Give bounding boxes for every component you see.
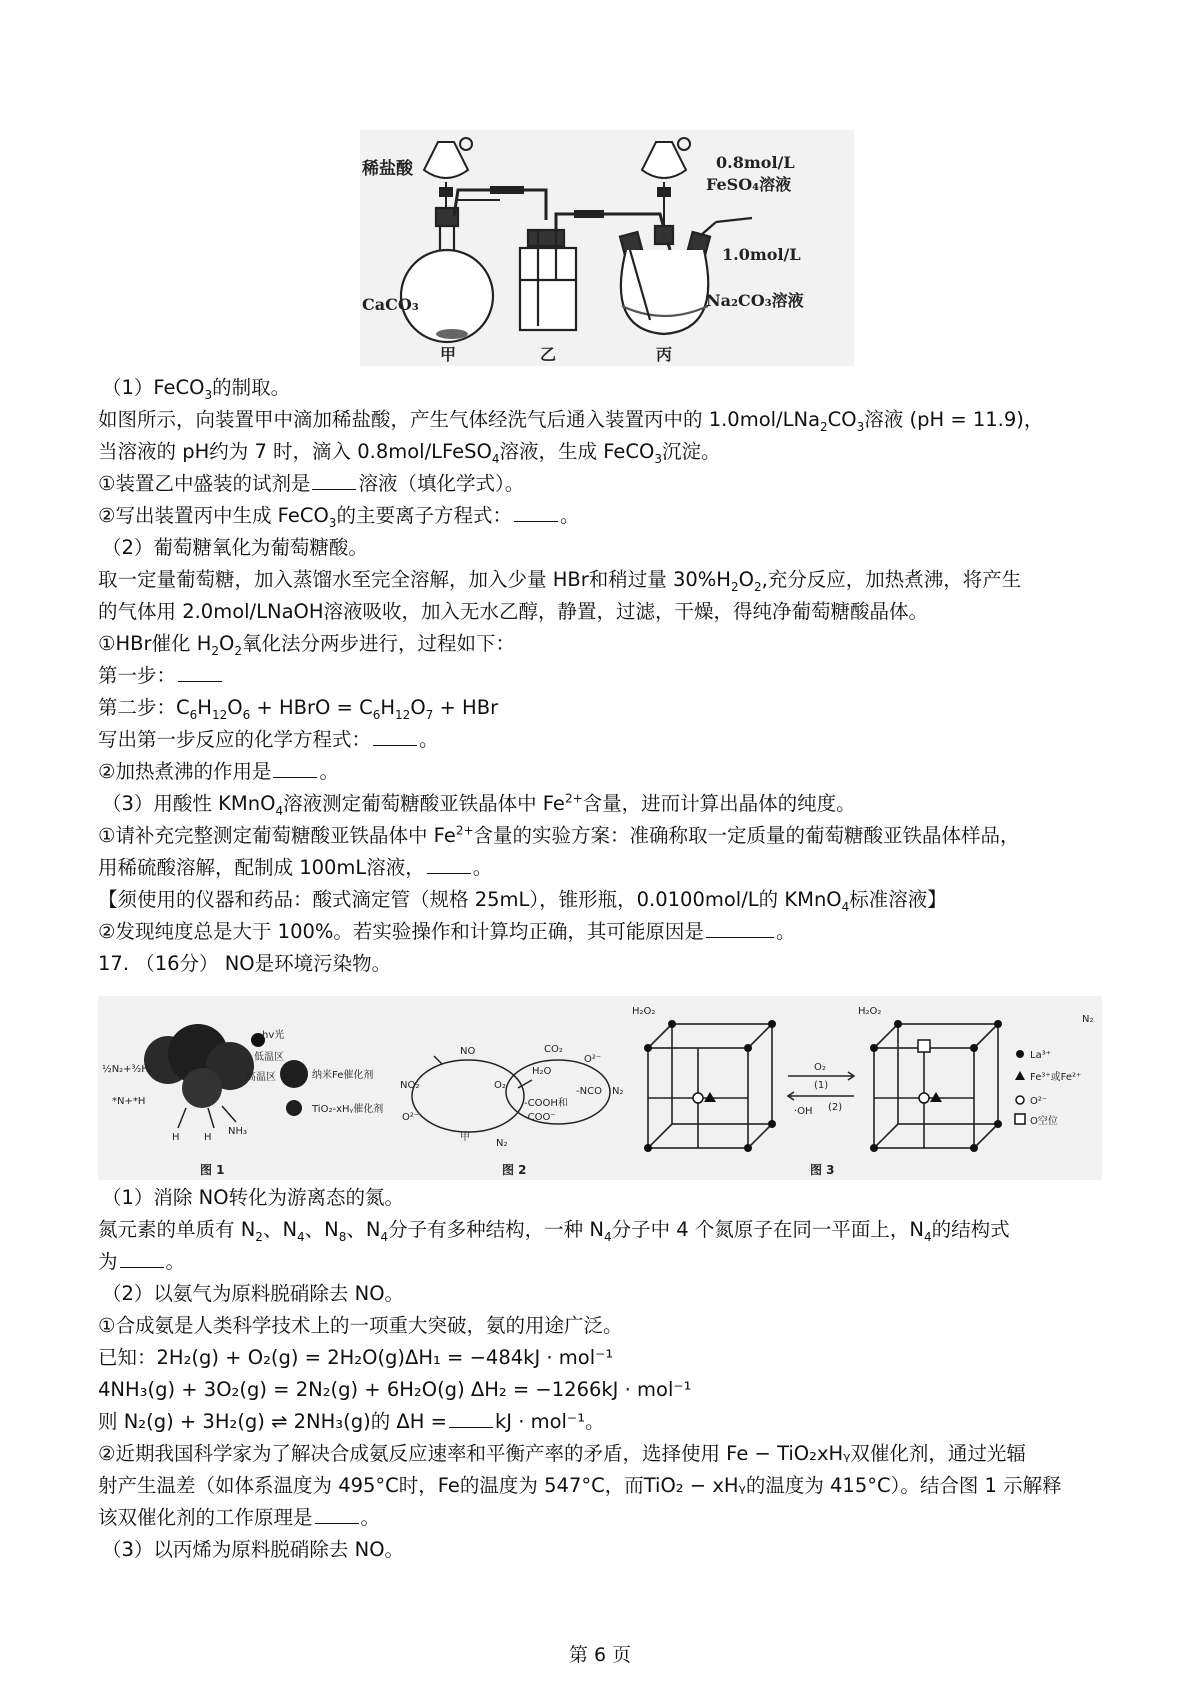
answer-blank[interactable] bbox=[373, 727, 417, 746]
q16-p2-line1: 取一定量葡萄糖，加入蒸馏水至完全溶解，加入少量 HBr和稍过量 $30\%H_2O_2$,充分反应，加热煮沸，将产生 bbox=[98, 568, 1022, 594]
fig3-n2: N₂ bbox=[1082, 1014, 1094, 1025]
fig2-h2o: H₂O bbox=[532, 1066, 552, 1077]
q16-p1-q1: ①装置乙中盛装的试剂是 溶液（填化学式）。 bbox=[98, 472, 525, 495]
fig1-nh3: NH₃ bbox=[228, 1126, 248, 1137]
q16-p2-step2: 第二步：$C_6H_{12}O_6$ + HBrO = $C_6H_{12}O_7$ + HBr bbox=[98, 696, 499, 722]
label-jia: 甲 bbox=[440, 345, 457, 364]
fig2-nco: -NCO bbox=[576, 1086, 602, 1097]
figure-2 bbox=[398, 996, 628, 1180]
answer-blank[interactable] bbox=[315, 1505, 359, 1524]
q17-p1-line1: 氮元素的单质有 $N_2$、$N_4$、$N_8$、$N_4$分子有多种结构，一种 $N_4$分子中 4 个氮原子在同一平面上，$N_4$的结构式 bbox=[98, 1218, 1010, 1244]
q16-p2-step1: 第一步： bbox=[98, 660, 1108, 692]
answer-blank[interactable] bbox=[514, 503, 558, 522]
flask-jia-icon bbox=[401, 208, 493, 342]
catalyst-cluster-icon bbox=[144, 1024, 265, 1108]
fig1-hv: hv光 bbox=[262, 1030, 285, 1041]
legend-la-icon bbox=[1016, 1050, 1024, 1058]
legend-vacancy-icon bbox=[1015, 1114, 1025, 1124]
figure-1 bbox=[98, 996, 398, 1180]
answer-blank[interactable] bbox=[427, 855, 471, 874]
fig1-caption: 图 1 bbox=[200, 1163, 225, 1177]
label-caco3: CaCO₃ bbox=[362, 295, 419, 314]
label-feso4-conc: 0.8mol/L bbox=[716, 153, 795, 172]
q17-p2-line4: 该双催化剂的工作原理是 。 bbox=[98, 1506, 381, 1529]
q17-title: 17. （16分） NO是环境污染物。 bbox=[98, 952, 392, 975]
fig2-coo: -COO⁻ bbox=[524, 1112, 556, 1123]
q17-p2-eq2: 4NH₃(g) + 3O₂(g) = 2N₂(g) + 6H₂O(g) ΔH₂ = −1266kJ · mol⁻¹ bbox=[98, 1378, 692, 1401]
fig3-step2: (2) bbox=[828, 1102, 843, 1113]
crystal-cell-left-icon bbox=[648, 1024, 772, 1148]
fig2-caption: 图 2 bbox=[502, 1163, 527, 1177]
fig2-cooh: -COOH和 bbox=[524, 1098, 568, 1109]
answer-blank[interactable] bbox=[312, 471, 356, 490]
label-bing: 丙 bbox=[656, 345, 673, 364]
bottle-yi-icon bbox=[520, 230, 576, 330]
label-na2co3: Na₂CO₃溶液 bbox=[706, 291, 804, 310]
fig3-leg-fe: Fe³⁺或Fe²⁺ bbox=[1030, 1072, 1082, 1083]
answer-blank[interactable] bbox=[706, 919, 774, 938]
fig2-no2: NO₂ bbox=[400, 1080, 420, 1091]
answer-blank[interactable] bbox=[449, 1409, 493, 1428]
legend-fe-ion-icon bbox=[1015, 1071, 1025, 1080]
q16-p3-line1: ①请补充完整测定葡萄糖酸亚铁晶体中 $Fe^{2+}$含量的实验方案：准确称取一定质量的葡萄糖酸亚铁晶体样品， bbox=[98, 823, 1020, 847]
answer-blank[interactable] bbox=[178, 663, 222, 682]
fig2-jia: 甲 bbox=[460, 1132, 470, 1143]
q16-part3-title: （3）用酸性 KMnO$_4$溶液测定葡萄糖酸亚铁晶体中 $Fe^{2+}$含量，进而计算出晶体的纯度。 bbox=[102, 791, 856, 818]
legend-fe-icon bbox=[280, 1060, 308, 1088]
crystal-cell-right-icon bbox=[874, 1024, 998, 1148]
fig1-eq: ½N₂+³⁄₂H₂ bbox=[102, 1064, 153, 1075]
fig1-n: *N+*H bbox=[112, 1096, 146, 1107]
answer-blank[interactable] bbox=[120, 1249, 164, 1268]
fig2-o2a: O₂ bbox=[494, 1080, 506, 1091]
fig1-low: 低温区 bbox=[254, 1052, 284, 1063]
q16-part1-title: （1）FeCO$_3$的制取。 bbox=[102, 376, 291, 402]
label-yi: 乙 bbox=[540, 345, 557, 364]
fig3-o2: O₂ bbox=[814, 1062, 826, 1073]
fig2-n2a: N₂ bbox=[496, 1138, 508, 1149]
q16-p1-line2: 当溶液的 pH约为 7 时，滴入 0.8mol/LFeSO$_4$溶液，生成 FeCO$_3$沉淀。 bbox=[98, 440, 721, 466]
label-hcl: 稀盐酸 bbox=[362, 159, 413, 179]
fig3-leg-vac: O空位 bbox=[1030, 1116, 1058, 1127]
figure-3 bbox=[628, 996, 1102, 1180]
fig3-h2o2b: H₂O₂ bbox=[858, 1006, 882, 1017]
q16-p2-q1-equation: 写出第一步反应的化学方程式： 。 bbox=[98, 728, 439, 751]
legend-o-icon bbox=[1016, 1096, 1024, 1104]
q16-p2-q1: ①HBr催化 $H_2O_2$氧化法分两步进行，过程如下： bbox=[98, 632, 516, 658]
q16-p3-line2: 用稀硫酸溶解，配制成 100mL溶液， 。 bbox=[98, 856, 493, 879]
fig2-o2b: O²⁻ bbox=[402, 1112, 420, 1123]
legend-tio2-icon bbox=[286, 1100, 302, 1116]
q16-p1-q2: ②写出装置丙中生成 FeCO$_3$的主要离子方程式： 。 bbox=[98, 504, 580, 530]
q16-p3-line4: ②发现纯度总是大于 100%。若实验操作和计算均正确，其可能原因是 。 bbox=[98, 920, 796, 943]
fig3-h2o2a: H₂O₂ bbox=[632, 1006, 656, 1017]
fig1-h1: H bbox=[172, 1132, 180, 1143]
label-feso4: FeSO₄溶液 bbox=[706, 175, 792, 194]
funnel-right-icon bbox=[642, 138, 690, 230]
fig3-caption: 图 3 bbox=[810, 1163, 835, 1177]
apparatus-figure bbox=[360, 130, 854, 366]
fig2-no: NO bbox=[460, 1046, 476, 1057]
q17-part1-title: （1）消除 NO转化为游离态的氮。 bbox=[102, 1186, 405, 1209]
fig1-legend2: TiO₂-xHᵧ催化剂 bbox=[312, 1104, 384, 1115]
fig3-leg-o: O²⁻ bbox=[1030, 1096, 1048, 1107]
fig1-high: 高温区 bbox=[246, 1072, 276, 1083]
q17-p1-line2: 为 。 bbox=[98, 1250, 186, 1273]
fig3-step1: (1) bbox=[814, 1080, 829, 1091]
q17-p2-line3: 射产生温差（如体系温度为 495°C时，Fe的温度为 547°C，而TiO₂ − xHᵧ的温度为 415°C）。结合图 1 示解释 bbox=[98, 1474, 1062, 1497]
q16-p3-line3: 【须使用的仪器和药品：酸式滴定管（规格 25mL），锥形瓶，0.0100mol/L的 KMnO$_4$标准溶液】 bbox=[98, 888, 947, 914]
q16-part2-title: （2）葡萄糖氧化为葡萄糖酸。 bbox=[102, 536, 368, 559]
q17-p2-eq1: 已知：2H₂(g) + O₂(g) = 2H₂O(g)ΔH₁ = −484kJ · mol⁻¹ bbox=[98, 1346, 614, 1369]
q17-part2-title: （2）以氨气为原料脱硝除去 NO。 bbox=[102, 1282, 405, 1305]
q17-p2-line1: ①合成氨是人类科学技术上的一项重大突破，氨的用途广泛。 bbox=[98, 1314, 623, 1337]
fig2-n2b: N₂ bbox=[612, 1086, 624, 1097]
answer-blank[interactable] bbox=[273, 759, 317, 778]
fig3-leg-la: La³⁺ bbox=[1030, 1050, 1051, 1061]
label-na2co3-conc: 1.0mol/L bbox=[722, 245, 801, 264]
flask-bing-icon bbox=[620, 218, 752, 334]
q17-p2-line2: ②近期我国科学家为了解决合成氨反应速率和平衡产率的矛盾，选择使用 Fe − TiO₂xHᵧ双催化剂，通过光辐 bbox=[98, 1442, 1026, 1465]
fig3-oh: ·OH bbox=[794, 1106, 813, 1117]
fig1-h2: H bbox=[204, 1132, 212, 1143]
figures-row bbox=[98, 996, 1102, 1180]
fig2-co2: CO₂ bbox=[544, 1044, 563, 1055]
q17-p2-eq3: 则 N₂(g) + 3H₂(g) ⇌ 2NH₃(g)的 ΔH = kJ · mol⁻¹。 bbox=[98, 1410, 605, 1433]
q16-p2-line2: 的气体用 2.0mol/LNaOH溶液吸收，加入无水乙醇，静置，过滤，干燥，得纯净葡萄糖酸晶体。 bbox=[98, 600, 929, 623]
fig2-o2c: O²⁻ bbox=[584, 1054, 602, 1065]
q16-p1-line1: 如图所示，向装置甲中滴加稀盐酸，产生气体经洗气后通入装置丙中的 $1.0mol/LNa_2CO_3$溶液 (pH = 11.9)， bbox=[98, 408, 1044, 434]
q16-p2-q2: ②加热煮沸的作用是 。 bbox=[98, 760, 339, 783]
fig1-legend1: 纳米Fe催化剂 bbox=[312, 1070, 374, 1081]
q17-part3-title: （3）以丙烯为原料脱硝除去 NO。 bbox=[102, 1538, 405, 1561]
page-number: 第 6 页 bbox=[568, 1644, 632, 1666]
